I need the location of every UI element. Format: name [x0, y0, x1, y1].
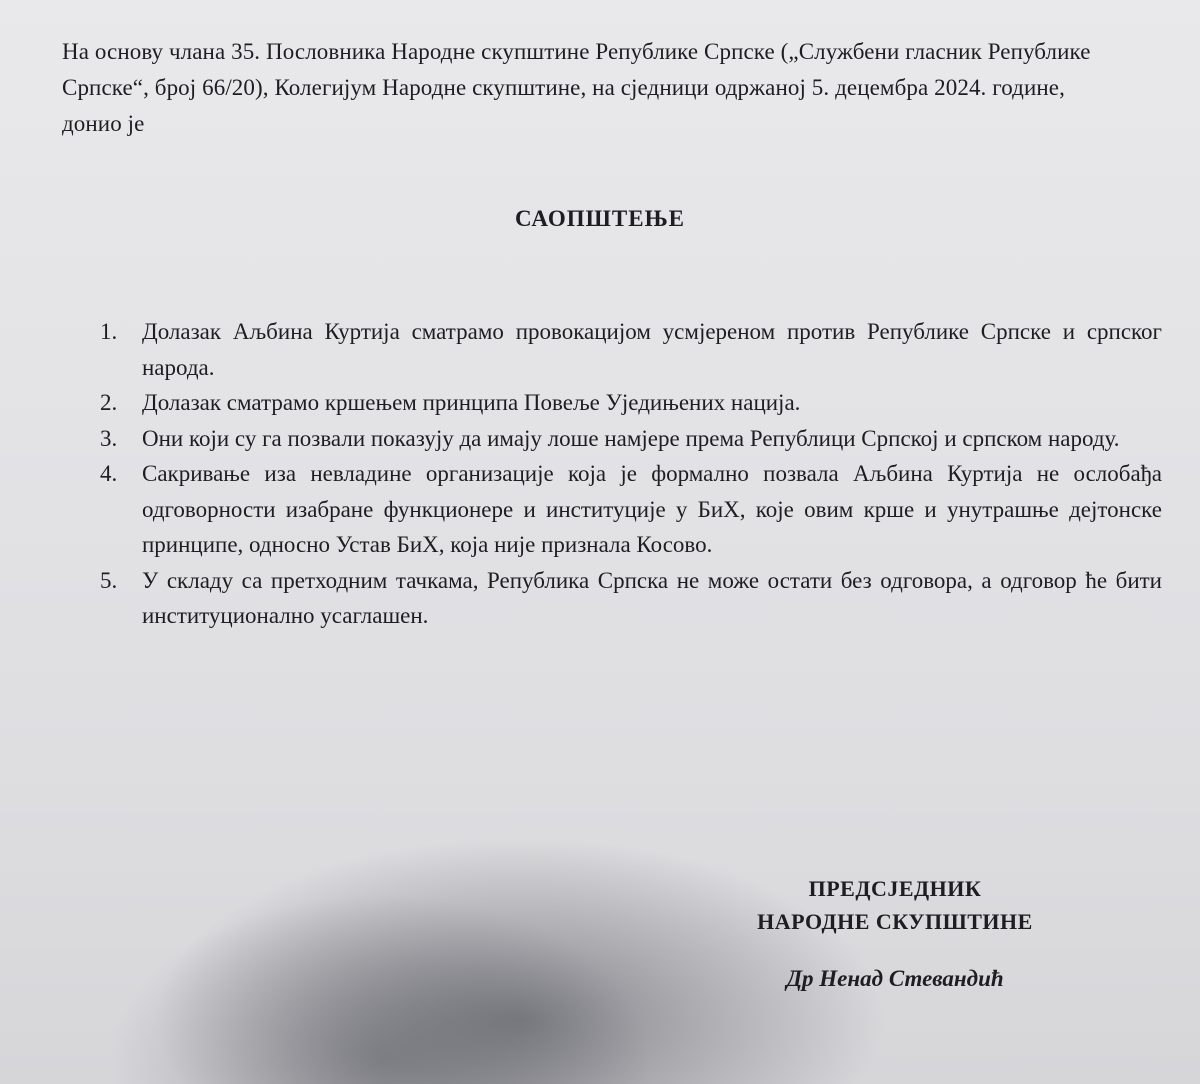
list-item-text: Долазак Аљбина Куртија сматрамо провокацијом усмјереном против Републике Српске и српског народа.: [142, 319, 1162, 380]
list-item-text: Они који су га позвали показују да имају лоше намјере према Републици Српској и српском народу.: [142, 425, 1120, 451]
list-item-number: 5.: [100, 567, 118, 593]
list-item-text: У складу са претходним тачкама, Република Српска не може остати без одговора, а одговор ће бити институционално усаглашен.: [142, 567, 1162, 628]
points-list: [100, 314, 1162, 634]
list-item: [100, 456, 1162, 563]
list-item-number: 4.: [100, 461, 118, 486]
list-item-text: Долазак сматрамо кршењем принципа Повеље Уједињених нација.: [142, 390, 801, 415]
list-item: [100, 385, 1162, 421]
document-title: САОПШТЕЊЕ: [514, 206, 686, 231]
signatory-name: Др Ненад Стевандић: [786, 966, 1004, 991]
signature-role-line1: ПРЕДСЈЕДНИК: [808, 876, 982, 901]
list-item: [100, 421, 1162, 457]
list-item: [100, 314, 1162, 385]
signature-block: [730, 872, 1060, 995]
list-item-number: 3.: [100, 425, 118, 451]
list-item-number: 2.: [100, 390, 118, 415]
preamble-paragraph: На основу члана 35. Пословника Народне скупштине Републике Српске („Службени гласник Републике Српске“, број 66/20), Колегијум Народне скупштине, на сједници одржаној 5. децембра 2024. године, донио је: [62, 39, 1091, 136]
list-item-text: Сакривање иза невладине организације која је формално позвала Аљбина Куртија не ослобађа одговорности изабране функционере и институције у БиХ, које овим крше и унутрашње дејтонске принципе, односно Устав БиХ, која није признала Косово.: [142, 461, 1162, 557]
list-item-number: 1.: [100, 319, 118, 344]
signature-role-line2: НАРОДНЕ СКУПШТИНЕ: [757, 909, 1033, 934]
list-item: [100, 563, 1162, 634]
